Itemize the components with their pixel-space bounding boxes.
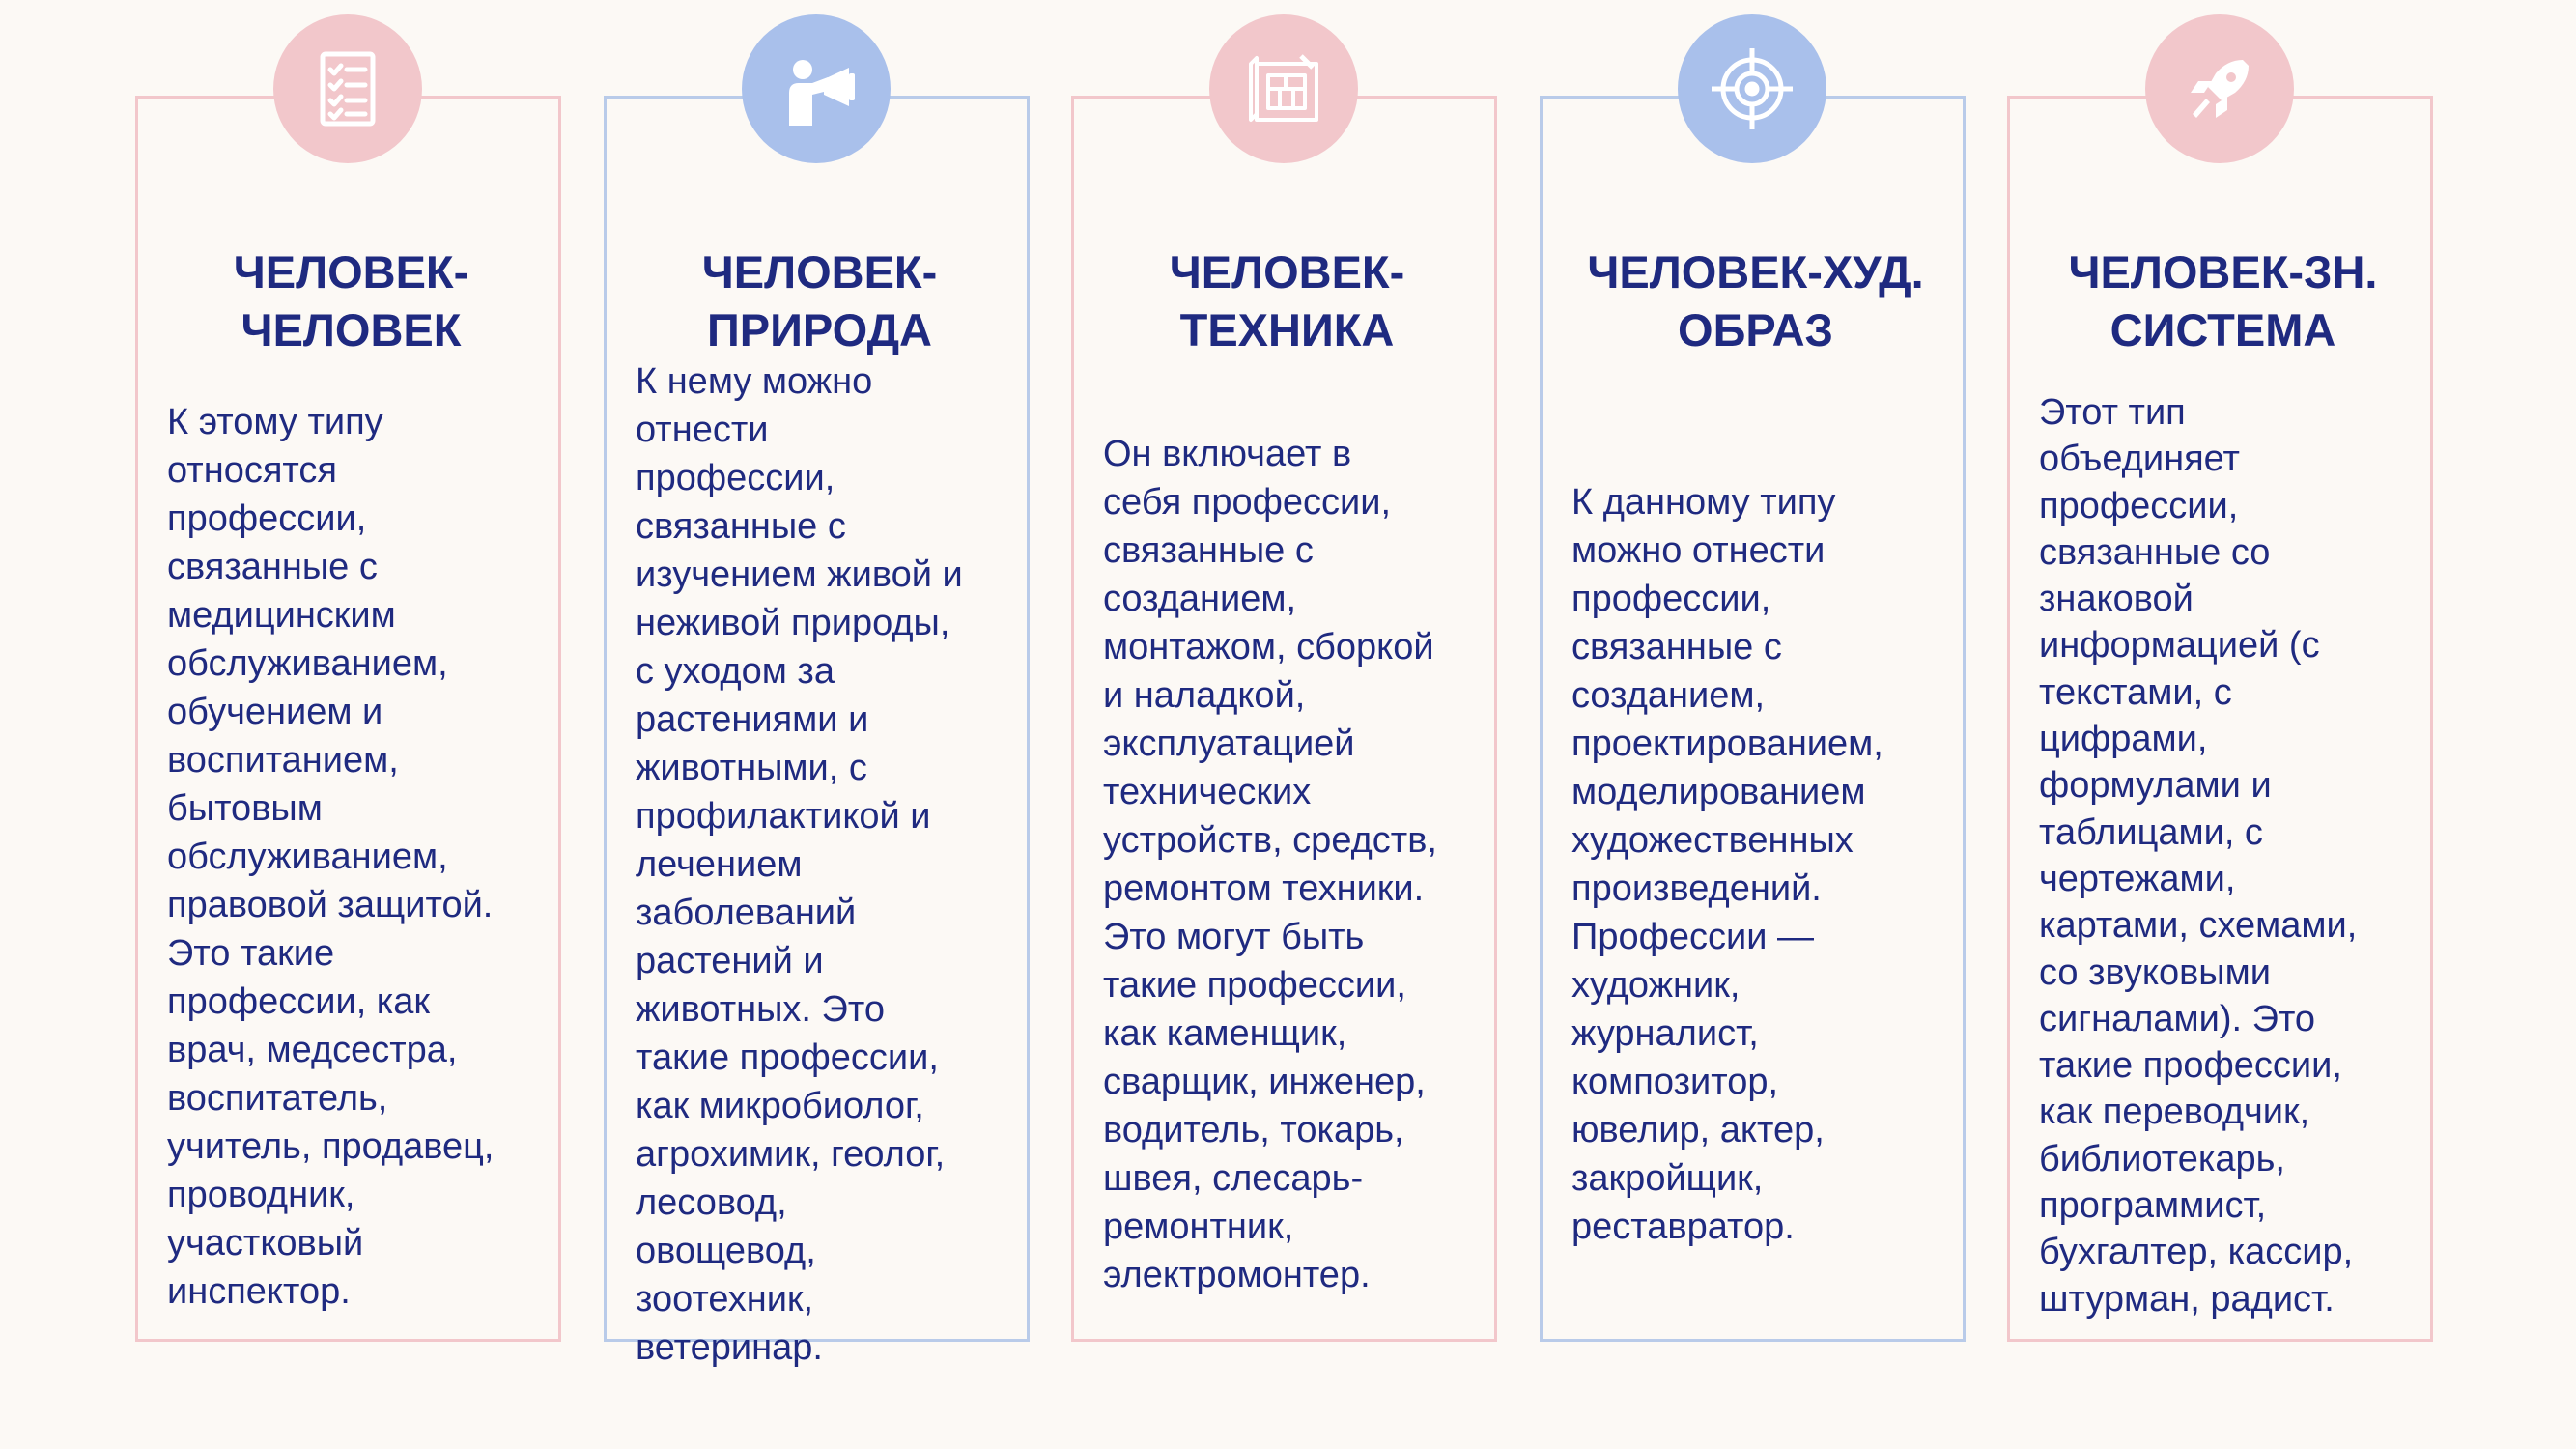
card-title: ЧЕЛОВЕК- ПРИРОДА xyxy=(701,246,938,355)
target-icon xyxy=(1678,14,1826,163)
card-description: К нему можно отнести профессии, связанные с изучением живой и неживой природы, с уходом за растениями и животными, с профилактикой и лечением заболеваний растений и животных. Это такие профессии, как микробиолог, агрохимик, геолог, лесовод, овощевод, зоотехник, ветеринар. xyxy=(636,361,963,1368)
card-title: ЧЕЛОВЕК-ЗН. СИСТЕМА xyxy=(2068,246,2378,355)
card-description: Этот тип объединяет профессии, связанные со знаковой информацией (с текстами, с цифрами, формулами и таблицами, с чертежами, картами, схемами, со звуковыми сигналами). Это такие профессии, как переводчик, библиотекарь, программист, бухгалтер, кассир, штурман, радист. xyxy=(2039,392,2358,1320)
card-title: ЧЕЛОВЕК-ХУД. ОБРАЗ xyxy=(1587,246,1924,355)
card-title: ЧЕЛОВЕК- ТЕХНИКА xyxy=(1169,246,1405,355)
person-megaphone-icon xyxy=(742,14,891,163)
card-chelovek-chelovek xyxy=(135,96,561,1342)
card-chelovek-priroda xyxy=(604,96,1030,1368)
card-chelovek-zn-sistema xyxy=(2007,96,2433,1342)
card-chelovek-tehnika xyxy=(1071,96,1497,1342)
card-chelovek-hud-obraz xyxy=(1540,96,1966,1342)
card-description: Он включает в себя профессии, связанные с созданием, монтажом, сборкой и наладкой, эксплуатацией технических устройств, средств, ремонтом техники. Это могут быть такие профессии, как каменщик, сварщик, инженер, водитель, токарь, швея, слесарь- ремонтник, электромонтер. xyxy=(1103,434,1437,1295)
card-description: К данному типу можно отнести профессии, связанные с созданием, проектированием, моделированием художественных произведений. Профессии — художник, журналист, композитор, ювелир, актер, закройщик, реставратор. xyxy=(1571,482,1883,1247)
rocket-icon xyxy=(2145,14,2294,163)
blueprint-icon xyxy=(1209,14,1358,163)
checklist-icon xyxy=(273,14,422,163)
card-title: ЧЕЛОВЕК- ЧЕЛОВЕК xyxy=(233,246,469,355)
card-description: К этому типу относятся профессии, связанные с медицинским обслуживанием, обучением и воспитанием, бытовым обслуживанием, правовой защитой. Это такие профессии, как врач, медсестра, воспитатель, учитель, продавец, проводник, участковый инспектор. xyxy=(167,402,495,1312)
